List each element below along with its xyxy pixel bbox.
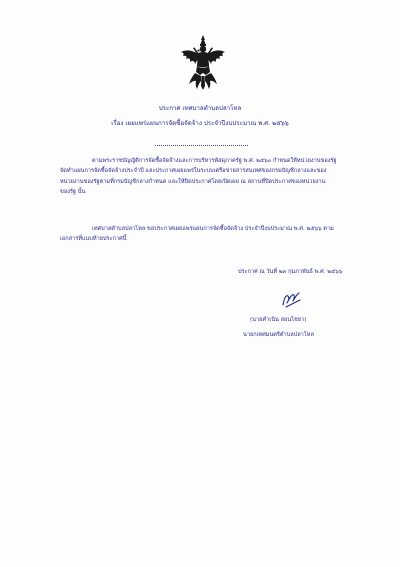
paragraph-1-line: ตามพระราชบัญญัติการจัดซื้อจัดจ้างและการบริหารพัสดุภาครัฐ พ.ศ. ๒๕๖๐ กำหนดให้หน่วยงานของรัฐ <box>92 158 337 164</box>
signer-title: นายกเทศมนตรีตำบลปลาโหล <box>243 332 314 338</box>
announcement-subject: เรื่อง เผยแพร่แผนการจัดซื้อจัดจ้าง ประจำปีงบประมาณ พ.ศ. ๒๕๖๖ <box>111 120 289 127</box>
signer-name: (นายคำเนิน สอนไชยา) <box>250 317 307 323</box>
announcement-date: ประกาศ ณ วันที่ ๒๓ กุมภาพันธ์ พ.ศ. ๒๕๖๖ <box>238 269 343 275</box>
announcement-title: ประกาศ เทศบาลตำบลปลาโหล <box>158 105 242 112</box>
paragraph-2-line: เอกสารที่แนบท้ายประกาศนี้ <box>60 236 127 243</box>
body-paragraph-1 <box>60 156 352 198</box>
header-divider <box>155 145 248 146</box>
garuda-emblem-icon <box>179 34 227 90</box>
signature-icon <box>280 291 302 309</box>
paragraph-1-line: ของรัฐ นั้น <box>60 189 86 196</box>
paragraph-2-line: เทศบาลตำบลปลาโหล ขอประกาศเผยแพร่แผนการจัดซื้อจัดจ้าง ประจำปีงบประมาณ พ.ศ. ๒๕๖๖ ตาม <box>92 226 334 232</box>
body-paragraph-2 <box>60 224 352 245</box>
paragraph-1-line: หน่วยงานของรัฐตามที่กรมบัญชีกลางกำหนด และให้ปิดประกาศโดยเปิดเผย ณ สถานที่ปิดประกาศของหน่วยงาน <box>60 178 326 185</box>
paragraph-1-line: จัดทำแผนการจัดซื้อจัดจ้างประจำปี และประกาศเผยแพร่ในระบบเครือข่ายสารสนเทศของกรมบัญชีกลางและของ <box>60 168 327 175</box>
